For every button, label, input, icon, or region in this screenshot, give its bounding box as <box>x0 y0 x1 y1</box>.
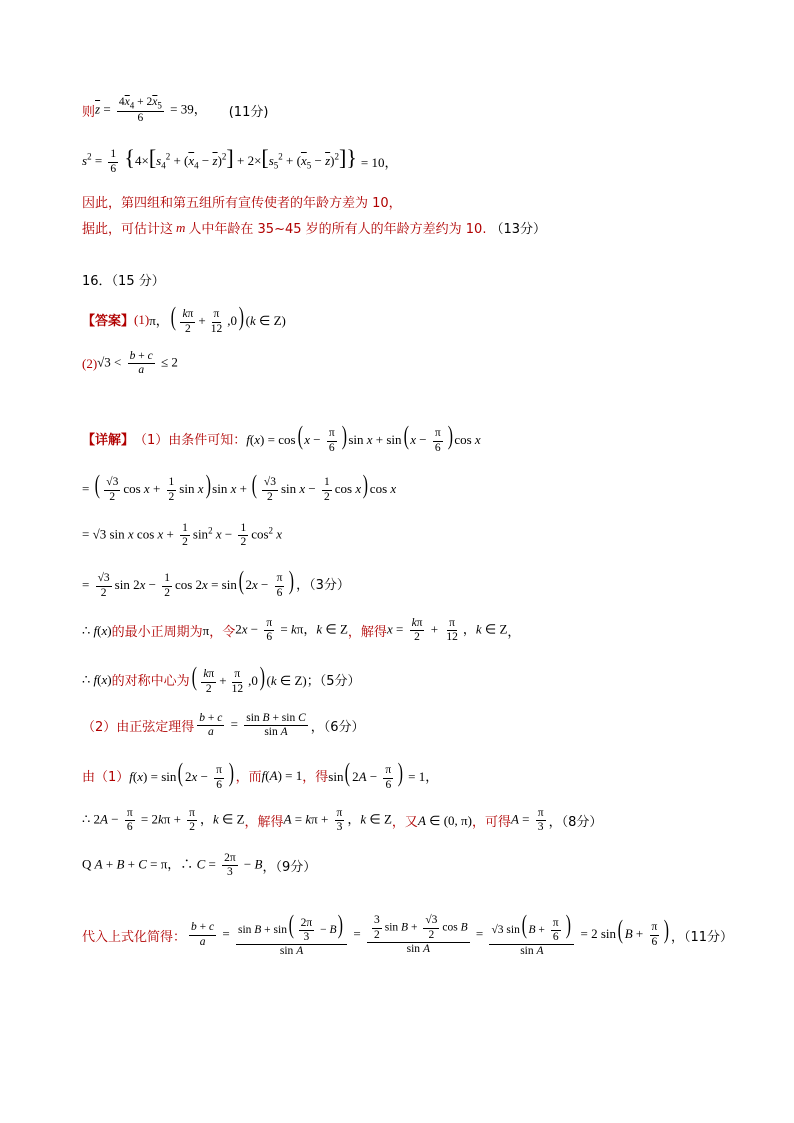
detail-intro: （1）由条件可知： <box>134 433 247 449</box>
formula-a-pi3: A = $\frac{\pi}{3}$ <box>510 807 544 834</box>
text-from-1: 由（1） <box>82 770 130 786</box>
variance-result: = 10， <box>360 154 398 170</box>
text-can-get: ，可得 <box>471 815 511 831</box>
line-substitute <box>82 912 733 958</box>
text-estimate-a: 据此，可估计这 <box>82 222 174 237</box>
answer-part1-label: (1) <box>134 311 150 327</box>
formula-simplify: = $\frac{√3}{2}$ sin 2x − $\frac{1}{2}$ cos 2x = sin( 2x − $\frac{\pi}{6}$ ) <box>82 566 295 599</box>
line-problem-16 <box>82 270 165 289</box>
problem-number: 16．（15 分） <box>82 274 165 289</box>
text-substitute: 代入上式化简得： <box>82 929 187 945</box>
line-mean-z <box>82 96 268 125</box>
line-expand-2 <box>82 522 282 549</box>
answer-period: π， <box>149 313 169 329</box>
line-conclusion <box>82 192 402 211</box>
text-and: ，而 <box>235 770 262 786</box>
text-center: 的对称中心为 <box>111 674 190 690</box>
score-3: ，（3分） <box>296 578 350 594</box>
formula-therefore-fx: ∴ f(x) <box>82 622 112 638</box>
formula-z-mean: $\overline{z}$ = $\frac{4\overline{x}_4 + 2\overline{x}_5}{6}$ = 39， <box>95 96 207 124</box>
line-center <box>82 664 361 696</box>
formula-fa: f(A) = 1 <box>261 767 303 783</box>
text-let: ，令 <box>209 625 236 641</box>
line-solve-a <box>82 807 602 834</box>
detail-tag: 【详解】 <box>82 433 135 449</box>
formula-expand-2: = √3 sin x cos x + $\frac{1}{2}$ $\sin^2 x$ − $\frac{1}{2}$ $\cos^2 x$ <box>82 522 283 549</box>
formula-a-range: A ∈ (0, π) <box>417 812 472 828</box>
score-8: ，（8分） <box>548 815 603 831</box>
line-variance <box>82 147 397 176</box>
formula-center: ( $\frac{k\pi}{2}$ + $\frac{\pi}{12}$ ,0) (k ∈ Z) <box>191 662 307 695</box>
formula-answer-range: √3 < $\frac{b + c}{a}$ ≤ 2 <box>97 350 178 377</box>
score-13: （13分） <box>490 222 547 237</box>
score-5: ；（5分） <box>306 674 361 690</box>
formula-2a: ∴ 2A − $\frac{\pi}{6}$ = 2kπ + $\frac{\pi}{2}$ ，k ∈ Z <box>82 807 245 834</box>
line-estimate <box>82 218 546 237</box>
answer-tag: 【答案】 <box>82 314 135 330</box>
text-period: 的最小正周期为 <box>111 625 203 641</box>
line-from-1 <box>82 760 438 792</box>
score-9: ，（9分） <box>262 860 317 876</box>
formula-sine-law: $\frac{b + c}{a}$ = $\frac{\text{sin B + sin C}}{\text{sin A}}$ <box>199 712 306 739</box>
formula-answer-center: ( $\frac{k\pi}{2}$ + $\frac{\pi}{12}$ ,0) (k ∈ Z) <box>170 302 286 335</box>
formula-fx-def: f(x) = cos( x − $\frac{\pi}{6}$ ) sin x + sin( x − $\frac{\pi}{6}$ ) cos x <box>246 421 481 454</box>
formula-sin-2a: sin( 2A − $\frac{\pi}{6}$ ) = 1 <box>328 758 426 791</box>
text-also: ，又 <box>391 815 418 831</box>
line-expand-1 <box>82 472 396 504</box>
formula-let: 2x − $\frac{\pi}{6}$ = kπ，k ∈ Z <box>235 617 348 644</box>
formula-expand-1: = ( $\frac{√3}{2}$ cos x + $\frac{1}{2}$ sin x) sin x + ( $\frac{√3}{2}$ sin x − $\frac{1}{2}$ cos x) cos x <box>82 470 397 503</box>
formula-substitute: $\frac{b + c}{a}$ = sin B + sin( $\frac{2\pi}{3}$ − B) sin A = $\frac{3}{2}$ sin B + $\frac{√3}{2}$ cos B sin A = √3 sin( B + $\frac{\pi}{6}$ ) sin A = 2 sin( B + $\frac{\pi}{6}$ ) <box>191 910 670 958</box>
formula-variance: $s^2$ = $\frac{1}{6}$ $\{4\times[s_4^2 + (\overline{x}_4 - \overline{z})^2] + 2\times[s_5^2 + (\overline{x}_5 - \overline{z})^2]\}$ <box>82 145 357 175</box>
score-11: (11分) <box>228 104 269 120</box>
formula-angle-sum: Q A + B + C = π，∴ C = $\frac{2\pi}{3}$ − B <box>82 852 263 879</box>
text-get: ，得 <box>302 770 329 786</box>
formula-pi: π <box>202 622 210 638</box>
answer-part2-label: (2) <box>82 355 98 371</box>
text-estimate-b: 人中年龄在 35~45 岁的所有人的年龄方差约为 10. <box>188 222 487 237</box>
line-period <box>82 617 520 644</box>
text-solve-2: ，解得 <box>244 815 284 831</box>
text-comma: ， <box>507 625 521 641</box>
formula-solve-x: x = $\frac{k\pi}{2}$ + $\frac{\pi}{12}$ ，k ∈ Z <box>386 617 508 644</box>
score-6: ，（6分） <box>310 720 365 736</box>
line-detail-start <box>82 423 481 455</box>
text-sine-law: （2）由正弦定理得 <box>82 720 195 736</box>
formula-therefore-fx-2: ∴ f(x) <box>82 671 112 687</box>
line-sine-law <box>82 712 365 739</box>
text-comma-2: ， <box>425 770 439 786</box>
var-m: m <box>176 219 186 235</box>
formula-fx-sin: f(x) = sin( 2x − $\frac{\pi}{6}$ ) <box>129 758 234 791</box>
text-ze: 则 <box>82 104 96 120</box>
text-conclusion: 因此，第四组和第五组所有宣传使者的年龄方差为 10， <box>82 196 402 211</box>
line-answer-1 <box>82 304 286 336</box>
score-11b: ，（11分） <box>670 929 734 945</box>
line-simplify <box>82 568 350 600</box>
line-angle-sum <box>82 852 316 879</box>
line-answer-2 <box>82 350 178 377</box>
formula-a-val: A = kπ + $\frac{\pi}{3}$ ，k ∈ Z <box>283 807 392 834</box>
text-solve: ，解得 <box>347 625 387 641</box>
